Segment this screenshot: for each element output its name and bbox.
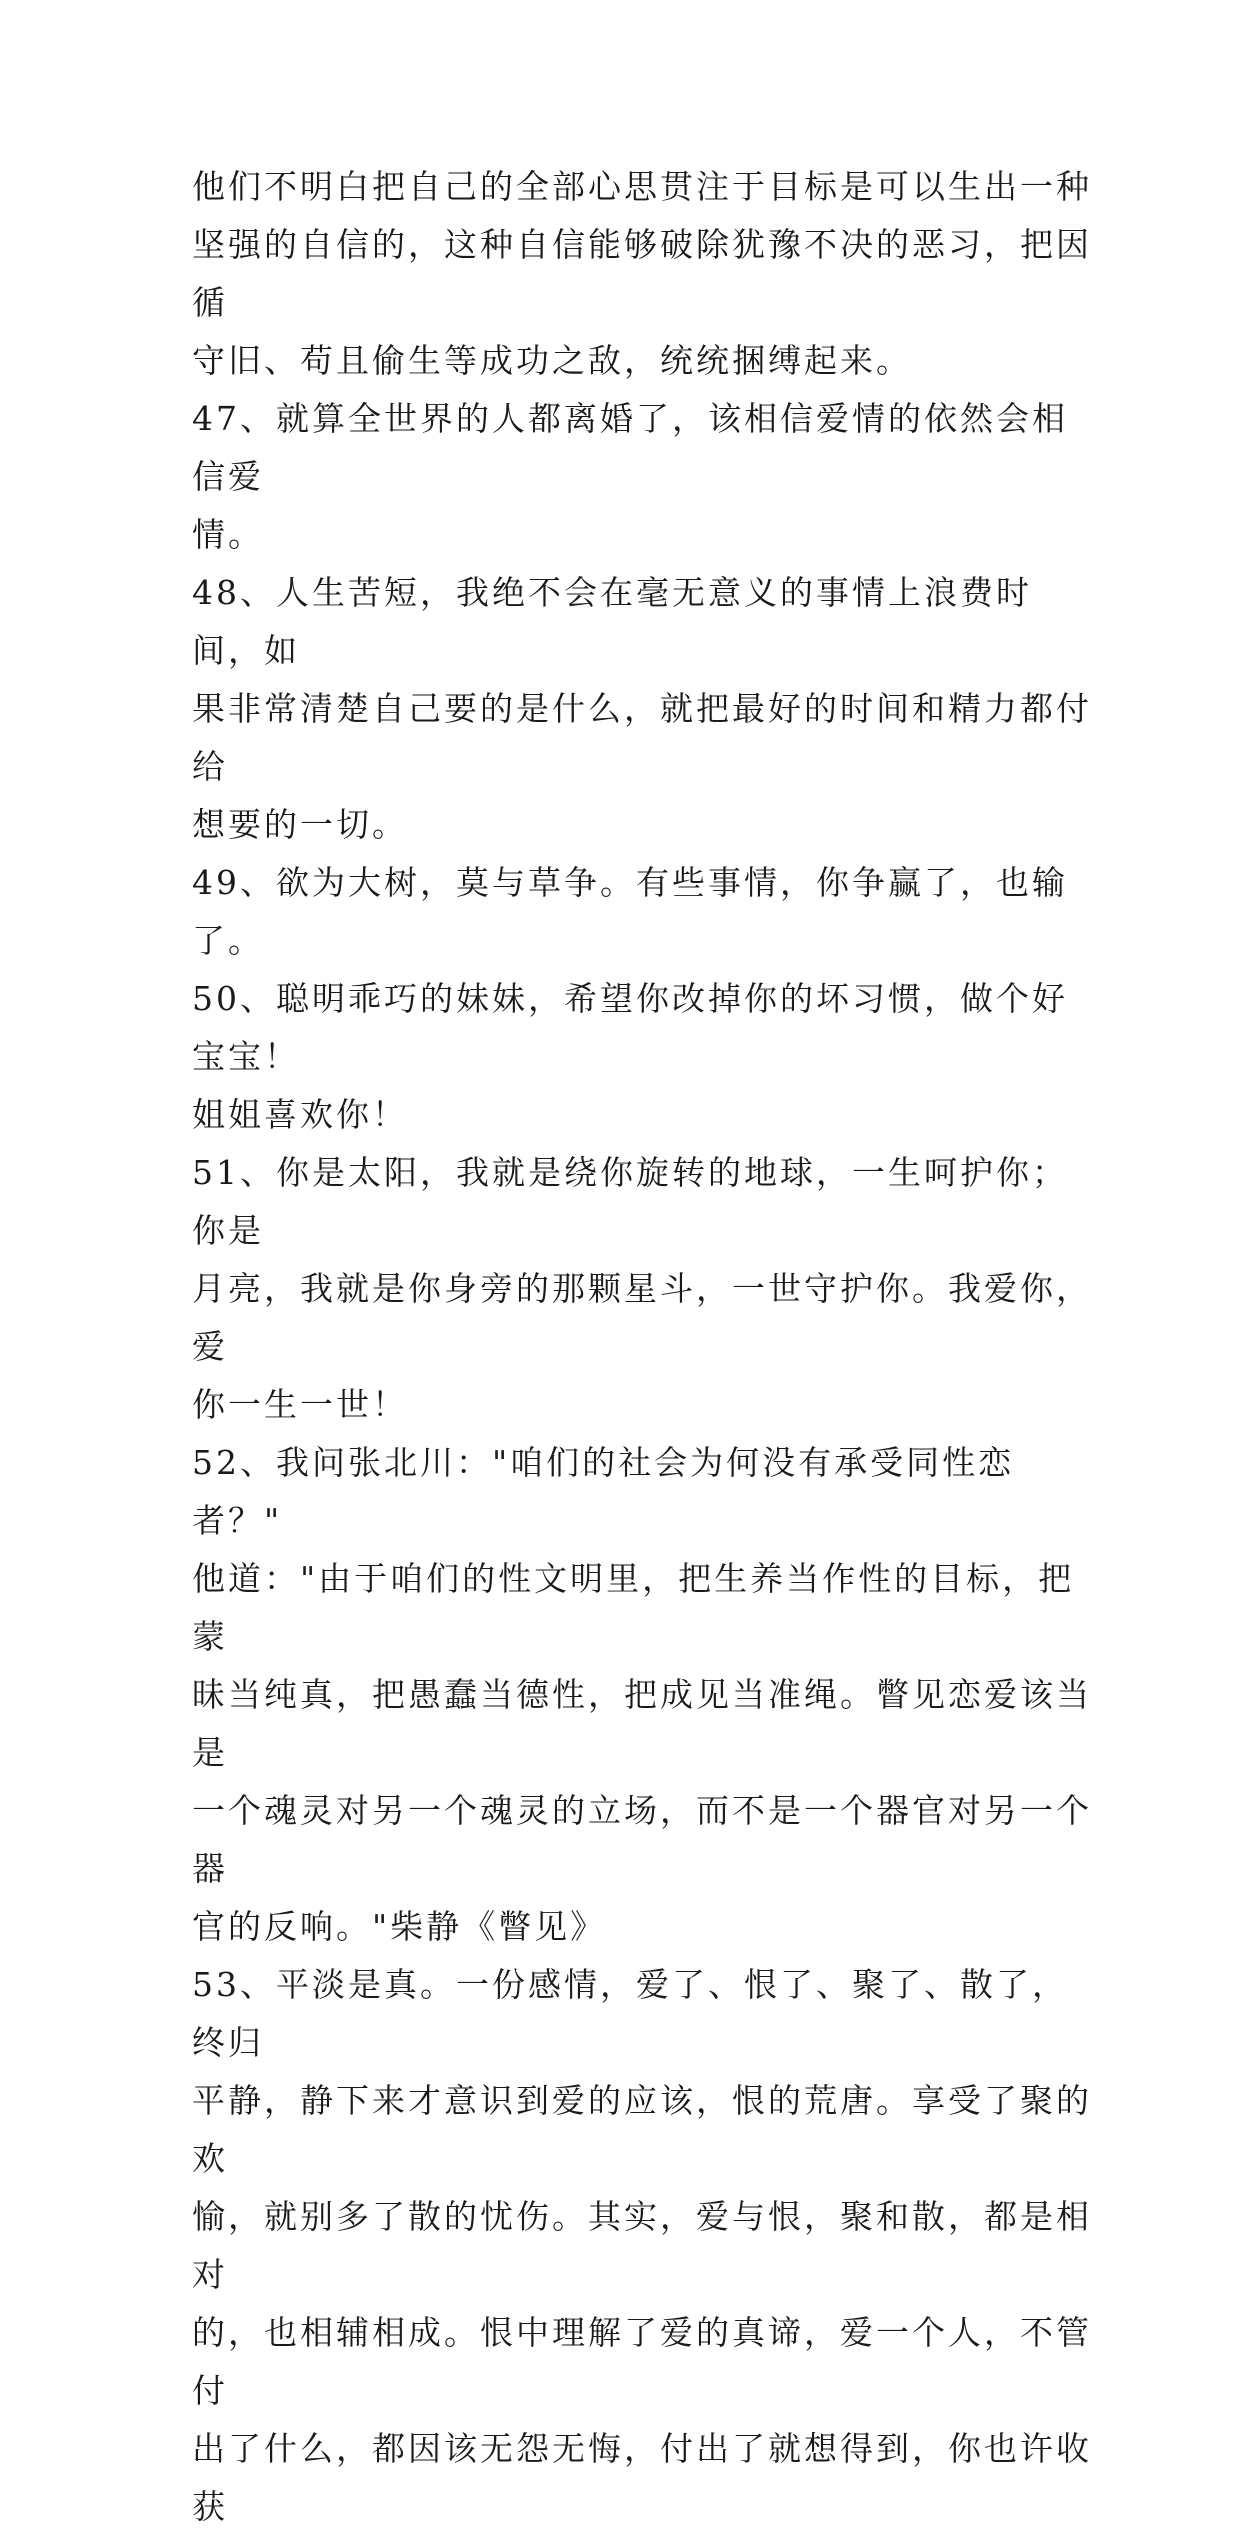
paragraph-51: 51、你是太阳，我就是绕你旋转的地球，一生呵护你；你是 月亮，我就是你身旁的那颗星斗，一世守护你。我爱你，爱 你一生一世！	[192, 1153, 1092, 1424]
paragraph-52: 52、我问张北川："咱们的社会为何没有承受同性恋者？" 他道："由于咱们的性文明里，把生养当作性的目标，把蒙 昧当纯真，把愚蠢当德性，把成见当准绳。瞥见恋爱该当是 一个魂灵对另一个魂灵的立场，而不是一个器官对另一个器 官的反响。"柴静《瞥见》	[192, 1443, 1092, 1946]
paragraph-49: 49、欲为大树，莫与草争。有些事情，你争赢了，也输了。	[192, 863, 1068, 960]
paragraph-47: 47、就算全世界的人都离婚了，该相信爱情的依然会相信爱 情。	[192, 399, 1068, 554]
paragraph-53: 53、平淡是真。一份感情，爱了、恨了、聚了、散了，终归 平静，静下来才意识到爱的应该，恨的荒唐。享受了聚的欢 愉，就别多了散的忧伤。其实，爱与恨，聚和散，都是相对 的，也相辅相成。恨中理解了爱的真谛，爱一个人，不管付 出了什么，都因该无怨无悔，付出了就想得到，你也许收获	[192, 1965, 1092, 2526]
paragraph-intro-continued: 他们不明白把自己的全部心思贯注于目标是可以生出一种 坚强的自信的，这种自信能够破除犹豫不决的恶习，把因循 守旧、苟且偷生等成功之敌，统统捆缚起来。	[192, 167, 1092, 380]
document-body	[192, 158, 1092, 2536]
paragraph-48: 48、人生苦短，我绝不会在毫无意义的事情上浪费时间，如 果非常清楚自己要的是什么，就把最好的时间和精力都付给 想要的一切。	[192, 573, 1092, 844]
paragraph-50: 50、聪明乖巧的妹妹，希望你改掉你的坏习惯，做个好宝宝！ 姐姐喜欢你！	[192, 979, 1068, 1134]
